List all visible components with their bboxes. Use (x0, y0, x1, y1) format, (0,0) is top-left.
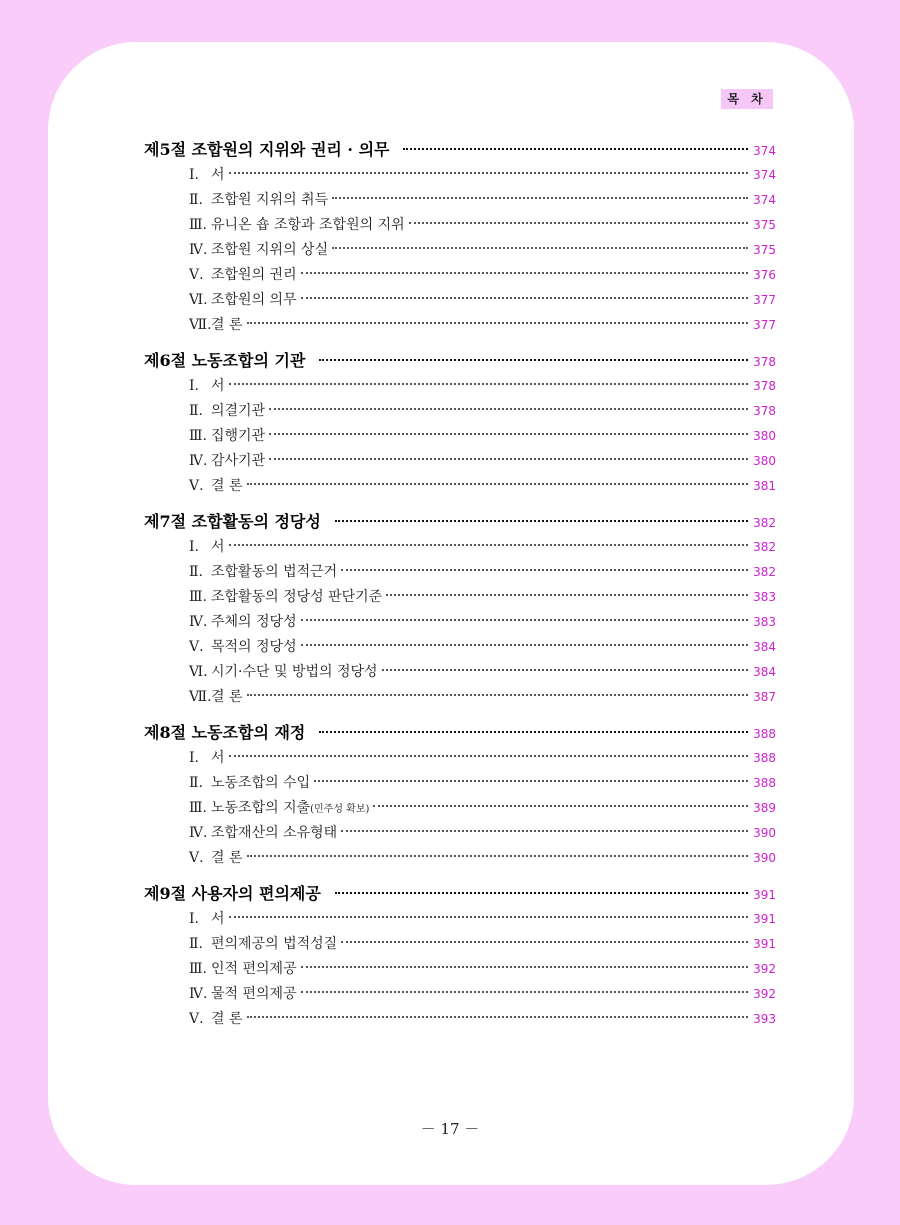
section-page-number: 388 (753, 727, 776, 741)
toc-entry-row[interactable] (144, 907, 776, 932)
entry-title-text: 감사기관 (211, 453, 266, 469)
entry-roman-numeral: Ⅲ. (189, 961, 207, 977)
section-heading-row[interactable] (144, 348, 776, 374)
leader-dots (301, 966, 748, 968)
toc-section (144, 720, 776, 871)
entry-roman-numeral: Ⅰ. (189, 539, 199, 555)
entry-roman-numeral: Ⅵ. (189, 664, 208, 680)
toc-badge: 목 차 (721, 89, 773, 109)
entry-page-number: 377 (753, 293, 776, 307)
entry-title-text: 서 (211, 911, 225, 927)
entry-roman-numeral: Ⅱ. (189, 564, 203, 580)
entry-page-number: 384 (753, 640, 776, 654)
entry-title-text: 인적 편의제공 (211, 961, 297, 977)
entry-page-number: 375 (753, 218, 776, 232)
leader-dots (301, 272, 748, 274)
entry-title-text: 결 론 (211, 850, 243, 866)
toc-entry-row[interactable] (144, 635, 776, 660)
section-title: 제8절 노동조합의 재정 (144, 723, 306, 742)
section-title: 제7절 조합활동의 정당성 (144, 512, 321, 531)
leader-dots (269, 458, 748, 460)
toc-entry-row[interactable] (144, 188, 776, 213)
toc-entry-row[interactable] (144, 685, 776, 710)
entry-roman-numeral: Ⅴ. (189, 639, 204, 655)
leader-dots (335, 520, 748, 522)
entry-title-text: 조합원의 권리 (211, 267, 297, 283)
leader-dots (229, 916, 748, 918)
entry-title-text: 결 론 (211, 317, 243, 333)
entry-title-text: 조합활동의 법적근거 (211, 564, 338, 580)
toc-section (144, 881, 776, 1032)
entry-roman-numeral: Ⅴ. (189, 1011, 204, 1027)
entry-roman-numeral: Ⅲ. (189, 589, 207, 605)
toc-entry-row[interactable] (144, 449, 776, 474)
entry-roman-numeral: Ⅴ. (189, 850, 204, 866)
entry-roman-numeral: Ⅶ. (189, 689, 212, 705)
entry-title-text: 결 론 (211, 478, 243, 494)
entry-page-number: 378 (753, 379, 776, 393)
toc-entry-row[interactable] (144, 238, 776, 263)
entry-roman-numeral: Ⅴ. (189, 267, 204, 283)
entry-roman-numeral: Ⅳ. (189, 453, 208, 469)
entry-title (211, 907, 225, 932)
entry-title-text: 서 (211, 539, 225, 555)
toc-entry-row[interactable] (144, 213, 776, 238)
entry-roman-numeral: Ⅵ. (189, 292, 208, 308)
entry-title (211, 932, 337, 957)
entry-page-number: 383 (753, 615, 776, 629)
entry-roman-numeral: Ⅱ. (189, 936, 203, 952)
toc-entry-row[interactable] (144, 560, 776, 585)
entry-page-number: 392 (753, 987, 776, 1001)
leader-dots (301, 991, 748, 993)
page-number-footer: － 17 － (420, 1120, 480, 1138)
entry-title (211, 288, 297, 313)
entry-roman-numeral: Ⅰ. (189, 378, 199, 394)
entry-title (211, 746, 225, 771)
toc-entry-row[interactable] (144, 957, 776, 982)
entry-title-text: 결 론 (211, 1011, 243, 1027)
entry-title (211, 535, 225, 560)
leader-dots (403, 148, 748, 150)
leader-dots (335, 892, 748, 894)
entry-title (211, 399, 265, 424)
entry-title-text: 조합원 지위의 상실 (211, 242, 329, 258)
entry-title (211, 188, 328, 213)
leader-dots (341, 569, 748, 571)
entry-title-text: 서 (211, 167, 225, 183)
entry-title-text: 조합원의 의무 (211, 292, 297, 308)
entry-roman-numeral: Ⅳ. (189, 614, 208, 630)
entry-title-text: 조합활동의 정당성 판단기준 (211, 589, 383, 605)
leader-dots (409, 222, 748, 224)
entry-page-number: 392 (753, 962, 776, 976)
entry-title-text: 시기·수단 및 방법의 정당성 (211, 664, 378, 680)
entry-roman-numeral: Ⅰ. (189, 911, 199, 927)
toc-entry-row[interactable] (144, 535, 776, 560)
entry-title (211, 821, 337, 846)
entry-page-number: 382 (753, 540, 776, 554)
toc-entry-row[interactable] (144, 313, 776, 338)
leader-dots (247, 1016, 749, 1018)
entry-page-number: 388 (753, 776, 776, 790)
leader-dots (247, 483, 749, 485)
leader-dots (341, 830, 748, 832)
leader-dots (301, 297, 748, 299)
entry-title (211, 1007, 243, 1032)
toc-entry-row[interactable] (144, 821, 776, 846)
entry-roman-numeral: Ⅲ. (189, 800, 207, 816)
entry-roman-numeral: Ⅰ. (189, 750, 199, 766)
entry-title (211, 796, 369, 822)
toc-section (144, 137, 776, 338)
toc-entry-row[interactable] (144, 374, 776, 399)
entry-page-number: 391 (753, 912, 776, 926)
entry-page-number: 383 (753, 590, 776, 604)
entry-title (211, 474, 243, 499)
entry-page-number: 375 (753, 243, 776, 257)
leader-dots (269, 408, 748, 410)
entry-page-number: 374 (753, 168, 776, 182)
entry-roman-numeral: Ⅶ. (189, 317, 212, 333)
leader-dots (247, 322, 749, 324)
toc-entry-row[interactable] (144, 474, 776, 499)
entry-title (211, 560, 337, 585)
entry-title-text: 결 론 (211, 689, 243, 705)
toc-entry-row[interactable] (144, 424, 776, 449)
toc-entry-row[interactable] (144, 660, 776, 685)
toc-entry-row[interactable] (144, 846, 776, 871)
entry-page-number: 389 (753, 801, 776, 815)
entry-roman-numeral: Ⅴ. (189, 478, 204, 494)
leader-dots (301, 619, 748, 621)
entry-page-number: 393 (753, 1012, 776, 1026)
section-page-number: 374 (753, 144, 776, 158)
section-heading-row[interactable] (144, 881, 776, 907)
entry-page-number: 376 (753, 268, 776, 282)
toc-entry-row[interactable] (144, 982, 776, 1007)
entry-title (211, 771, 310, 796)
toc-entry-row[interactable] (144, 932, 776, 957)
entry-title-text: 서 (211, 750, 225, 766)
section-title: 제5절 조합원의 지위와 권리 · 의무 (144, 140, 390, 159)
entry-title (211, 424, 265, 449)
entry-title (211, 982, 297, 1007)
entry-title-text: 집행기관 (211, 428, 266, 444)
entry-title-note: (민주성 확보) (310, 804, 370, 815)
entry-page-number: 380 (753, 454, 776, 468)
leader-dots (319, 359, 748, 361)
toc-entry-row[interactable] (144, 796, 776, 821)
entry-roman-numeral: Ⅲ. (189, 217, 207, 233)
entry-title-text: 노동조합의 지출 (211, 800, 311, 816)
entry-page-number: 378 (753, 404, 776, 418)
entry-roman-numeral: Ⅳ. (189, 986, 208, 1002)
toc-entry-row[interactable] (144, 610, 776, 635)
entry-title (211, 610, 297, 635)
toc-entry-row[interactable] (144, 771, 776, 796)
toc-entry-row[interactable] (144, 585, 776, 610)
entry-title (211, 263, 297, 288)
entry-title (211, 635, 297, 660)
entry-roman-numeral: Ⅱ. (189, 192, 203, 208)
entry-page-number: 384 (753, 665, 776, 679)
entry-title-text: 의결기관 (211, 403, 266, 419)
entry-title-text: 주체의 정당성 (211, 614, 297, 630)
section-title: 제9절 사용자의 편의제공 (144, 884, 321, 903)
leader-dots (373, 805, 748, 807)
leader-dots (229, 544, 748, 546)
entry-roman-numeral: Ⅰ. (189, 167, 199, 183)
leader-dots (301, 644, 748, 646)
entry-page-number: 391 (753, 937, 776, 951)
entry-title (211, 846, 243, 871)
entry-page-number: 387 (753, 690, 776, 704)
toc-entry-row[interactable] (144, 746, 776, 771)
leader-dots (247, 694, 749, 696)
table-of-contents (144, 137, 776, 1042)
entry-title-text: 조합재산의 소유형태 (211, 825, 338, 841)
leader-dots (229, 383, 748, 385)
entry-roman-numeral: Ⅱ. (189, 403, 203, 419)
leader-dots (386, 594, 748, 596)
section-page-number: 391 (753, 888, 776, 902)
entry-page-number: 377 (753, 318, 776, 332)
toc-entry-row[interactable] (144, 399, 776, 424)
section-page-number: 382 (753, 516, 776, 530)
entry-title (211, 957, 297, 982)
entry-title-text: 물적 편의제공 (211, 986, 297, 1002)
entry-page-number: 382 (753, 565, 776, 579)
leader-dots (382, 669, 748, 671)
entry-title-text: 편의제공의 법적성질 (211, 936, 338, 952)
entry-page-number: 380 (753, 429, 776, 443)
entry-roman-numeral: Ⅳ. (189, 825, 208, 841)
entry-roman-numeral: Ⅳ. (189, 242, 208, 258)
leader-dots (247, 855, 749, 857)
entry-roman-numeral: Ⅲ. (189, 428, 207, 444)
entry-page-number: 381 (753, 479, 776, 493)
entry-title (211, 163, 225, 188)
section-heading-row[interactable] (144, 137, 776, 163)
entry-title (211, 313, 243, 338)
leader-dots (332, 197, 748, 199)
toc-section (144, 348, 776, 499)
entry-page-number: 390 (753, 826, 776, 840)
leader-dots (314, 780, 748, 782)
entry-title (211, 660, 378, 685)
leader-dots (332, 247, 748, 249)
entry-title-text: 조합원 지위의 취득 (211, 192, 329, 208)
entry-title (211, 374, 225, 399)
leader-dots (229, 755, 748, 757)
leader-dots (269, 433, 748, 435)
toc-section (144, 509, 776, 710)
section-heading-row[interactable] (144, 509, 776, 535)
toc-entry-row[interactable] (144, 163, 776, 188)
section-page-number: 378 (753, 355, 776, 369)
section-title: 제6절 노동조합의 기관 (144, 351, 306, 370)
entry-roman-numeral: Ⅱ. (189, 775, 203, 791)
entry-title-text: 유니온 숍 조항과 조합원의 지위 (211, 217, 405, 233)
leader-dots (341, 941, 748, 943)
entry-title-text: 노동조합의 수입 (211, 775, 311, 791)
leader-dots (229, 172, 748, 174)
entry-title (211, 685, 243, 710)
entry-title (211, 449, 265, 474)
entry-page-number: 388 (753, 751, 776, 765)
entry-page-number: 374 (753, 193, 776, 207)
toc-entry-row[interactable] (144, 288, 776, 313)
leader-dots (319, 731, 748, 733)
entry-title (211, 213, 405, 238)
entry-title (211, 238, 328, 263)
entry-page-number: 390 (753, 851, 776, 865)
entry-title-text: 목적의 정당성 (211, 639, 297, 655)
toc-entry-row[interactable] (144, 1007, 776, 1032)
entry-title (211, 585, 382, 610)
entry-title-text: 서 (211, 378, 225, 394)
section-heading-row[interactable] (144, 720, 776, 746)
toc-entry-row[interactable] (144, 263, 776, 288)
